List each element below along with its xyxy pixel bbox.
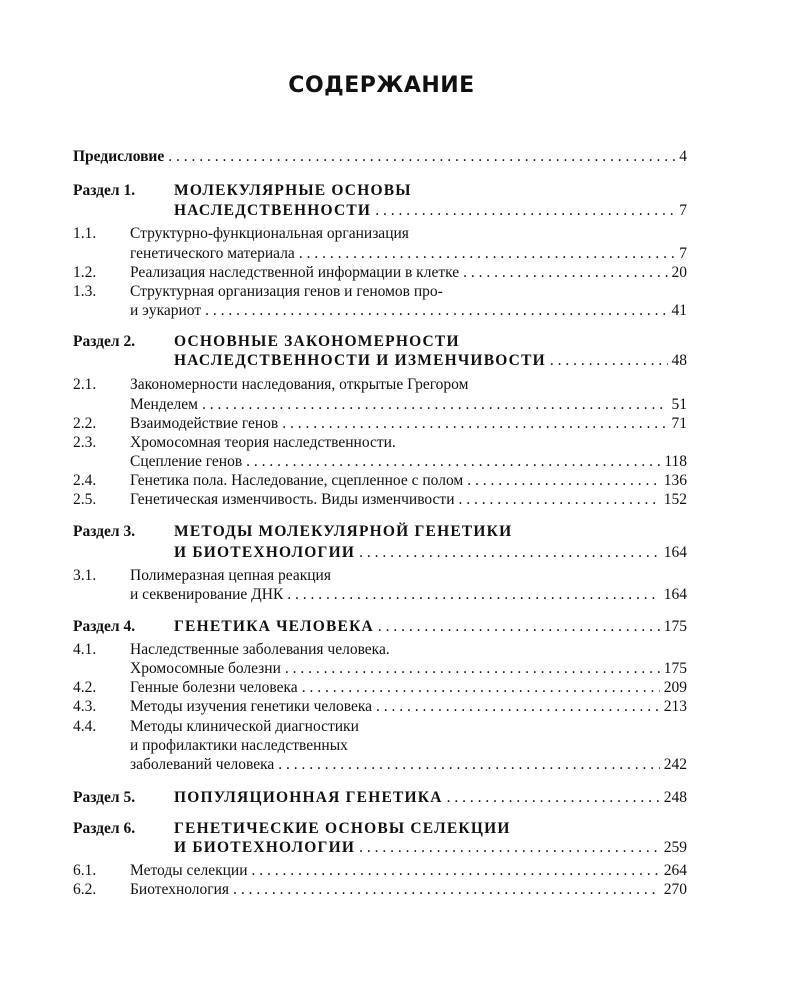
section-title: И БИОТЕХНОЛОГИИ	[174, 839, 356, 856]
page-title: СОДЕРЖАНИЕ	[288, 73, 475, 98]
toc-entry[interactable]	[0, 880, 800, 900]
toc-section-6-heading[interactable]	[0, 819, 800, 839]
entry-number: 1.2.	[73, 264, 97, 281]
entry-title: и секвенирование ДНК	[130, 586, 284, 603]
dot-leader	[376, 697, 660, 717]
toc-entry[interactable]	[0, 414, 800, 434]
dot-leader	[205, 301, 667, 321]
entry-title: Генетическая изменчивость. Виды изменчивости	[130, 491, 455, 508]
entry-title: Методы изучения генетики человека	[130, 698, 373, 715]
dot-leader	[359, 543, 660, 563]
toc-page-number: 264	[663, 862, 687, 879]
entry-number: 2.2.	[73, 415, 97, 432]
toc-page-number: 7	[679, 245, 687, 262]
section-title: МЕТОДЫ МОЛЕКУЛЯРНОЙ ГЕНЕТИКИ	[174, 523, 513, 540]
toc-page-number: 164	[663, 544, 687, 561]
toc-entry-cont[interactable]	[0, 301, 800, 321]
entry-number: 2.3.	[73, 434, 97, 451]
toc-entry[interactable]	[0, 640, 800, 660]
section-title: НАСЛЕДСТВЕННОСТИ	[174, 202, 372, 219]
entry-title: Генетика пола. Наследование, сцепленное с полом	[130, 472, 464, 489]
toc-entry-cont[interactable]	[0, 452, 800, 472]
toc-section-3-heading-cont[interactable]	[0, 543, 800, 563]
toc-entry[interactable]	[0, 490, 800, 510]
toc-entry-cont[interactable]	[0, 244, 800, 264]
toc-page-number: 270	[663, 881, 687, 898]
toc-page-number: 136	[663, 472, 687, 489]
section-title: ОСНОВНЫЕ ЗАКОНОМЕРНОСТИ	[174, 333, 460, 350]
entry-title: Полимеразная цепная реакция	[130, 567, 331, 584]
entry-number: 2.5.	[73, 491, 97, 508]
entry-title: Закономерности наследования, открытые Грегором	[130, 376, 469, 393]
toc-entry[interactable]	[0, 861, 800, 881]
section-title: ГЕНЕТИЧЕСКИЕ ОСНОВЫ СЕЛЕКЦИИ	[174, 820, 511, 837]
toc-section-2-heading[interactable]	[0, 332, 800, 352]
toc-page-number: 7	[679, 202, 687, 219]
section-label: Раздел 6.	[73, 820, 136, 837]
toc-page-number: 213	[663, 698, 687, 715]
entry-number: 1.3.	[73, 283, 97, 300]
toc-section-5-heading[interactable]	[0, 788, 800, 808]
section-title: ГЕНЕТИКА ЧЕЛОВЕКА	[174, 618, 374, 635]
entry-title: Наследственные заболевания человека.	[130, 641, 390, 658]
toc-entry[interactable]	[0, 717, 800, 737]
entry-number: 4.2.	[73, 679, 97, 696]
dot-leader	[168, 147, 675, 167]
entry-title: Генные болезни человека	[130, 679, 298, 696]
dot-leader	[202, 395, 668, 415]
dot-leader	[282, 414, 667, 434]
section-label: Раздел 5.	[73, 789, 136, 806]
entry-title: и профилактики наследственных	[130, 737, 348, 754]
toc-entry-cont[interactable]	[0, 395, 800, 415]
entry-number: 4.4.	[73, 718, 97, 735]
dot-leader	[302, 678, 660, 698]
toc-page-number: 152	[663, 491, 687, 508]
entry-title: Сцепление генов	[130, 453, 243, 470]
toc-page-number: 41	[671, 302, 687, 319]
entry-title: Структурная организация генов и геномов про-	[130, 283, 443, 300]
entry-title: Биотехнология	[130, 881, 230, 898]
toc-entry-cont[interactable]	[0, 755, 800, 775]
toc-page-number: 248	[663, 789, 687, 806]
entry-title: Методы селекции	[130, 862, 248, 879]
toc-section-6-heading-cont[interactable]	[0, 838, 800, 858]
entry-title: и эукариот	[130, 302, 202, 319]
dot-leader	[447, 788, 660, 808]
entry-number: 3.1.	[73, 567, 97, 584]
section-label: Раздел 1.	[73, 182, 136, 199]
toc-entry[interactable]	[0, 566, 800, 586]
dot-leader	[285, 659, 660, 679]
entry-title: заболеваний человека	[130, 756, 275, 773]
section-title: И БИОТЕХНОЛОГИИ	[174, 544, 356, 561]
toc-entry-label: Предисловие	[73, 148, 165, 165]
section-label: Раздел 3.	[73, 523, 136, 540]
toc-page-number: 175	[663, 660, 687, 677]
toc-entry[interactable]	[0, 263, 800, 283]
toc-page-number: 118	[664, 453, 687, 470]
toc-section-1-heading[interactable]	[0, 181, 800, 201]
dot-leader	[251, 861, 659, 881]
entry-number: 6.1.	[73, 862, 97, 879]
toc-entry[interactable]	[0, 678, 800, 698]
dot-leader	[233, 880, 660, 900]
dot-leader	[359, 838, 660, 858]
toc-entry-preface[interactable]	[0, 147, 800, 167]
toc-page-number: 209	[663, 679, 687, 696]
dot-leader	[550, 351, 668, 371]
dot-leader	[463, 263, 667, 283]
toc-page-number: 4	[679, 148, 687, 165]
toc-page-number: 164	[663, 586, 687, 603]
entry-title: Хромосомная теория наследственности.	[130, 434, 396, 451]
dot-leader	[459, 490, 660, 510]
dot-leader	[278, 755, 660, 775]
entry-title: Хромосомные болезни	[130, 660, 281, 677]
toc-section-4-heading[interactable]	[0, 617, 800, 637]
entry-title: Структурно-функциональная организация	[130, 225, 409, 242]
toc-entry-cont[interactable]	[0, 659, 800, 679]
toc-page-number: 175	[663, 618, 687, 635]
dot-leader	[287, 585, 659, 605]
section-title: МОЛЕКУЛЯРНЫЕ ОСНОВЫ	[174, 182, 412, 199]
toc-entry[interactable]	[0, 471, 800, 491]
entry-number: 1.1.	[73, 225, 97, 242]
toc-entry[interactable]	[0, 224, 800, 244]
toc-entry-cont[interactable]	[0, 585, 800, 605]
dot-leader	[246, 452, 660, 472]
dot-leader	[375, 201, 675, 221]
section-label: Раздел 4.	[73, 618, 136, 635]
entry-title: Менделем	[130, 396, 198, 413]
toc-entry[interactable]	[0, 282, 800, 302]
toc-page-number: 242	[663, 756, 687, 773]
dot-leader	[299, 244, 675, 264]
toc-entry[interactable]	[0, 375, 800, 395]
section-title: ПОПУЛЯЦИОННАЯ ГЕНЕТИКА	[174, 789, 443, 806]
entry-title: генетического материала	[130, 245, 295, 262]
entry-number: 6.2.	[73, 881, 97, 898]
entry-title: Реализация наследственной информации в клетке	[130, 264, 460, 281]
dot-leader	[378, 617, 660, 637]
toc-section-2-heading-cont[interactable]	[0, 351, 800, 371]
section-title: НАСЛЕДСТВЕННОСТИ И ИЗМЕНЧИВОСТИ	[174, 352, 546, 369]
toc-page-number: 71	[671, 415, 687, 432]
toc-page-number: 51	[671, 396, 687, 413]
entry-number: 2.4.	[73, 472, 97, 489]
entry-title: Взаимодействие генов	[130, 415, 279, 432]
toc-entry-cont[interactable]	[0, 736, 800, 756]
toc-page-number: 259	[663, 839, 687, 856]
toc-page-number: 20	[671, 264, 687, 281]
dot-leader	[467, 471, 660, 491]
toc-entry[interactable]	[0, 433, 800, 453]
toc-entry[interactable]	[0, 697, 800, 717]
entry-number: 4.3.	[73, 698, 97, 715]
toc-section-1-heading-cont[interactable]	[0, 201, 800, 221]
toc-section-3-heading[interactable]	[0, 522, 800, 542]
entry-number: 4.1.	[73, 641, 97, 658]
entry-title: Методы клинической диагностики	[130, 718, 359, 735]
section-label: Раздел 2.	[73, 333, 136, 350]
toc-page-number: 48	[671, 352, 687, 369]
entry-number: 2.1.	[73, 376, 97, 393]
